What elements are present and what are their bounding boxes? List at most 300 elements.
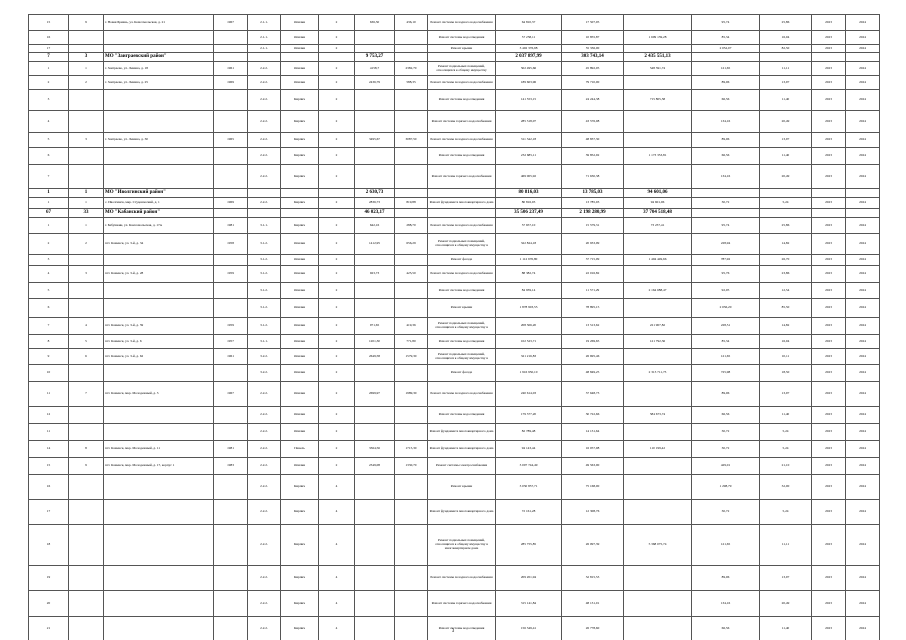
unit-cost-cell: 2 052,07 (692, 45, 760, 53)
wall-material-cell: Кирпич (281, 500, 319, 525)
living-area-cell (395, 407, 428, 424)
row-number-cell: 5 (29, 283, 69, 299)
year-built-cell: 1965 (214, 133, 248, 148)
year-built-cell (214, 209, 248, 218)
unit-design-cost-cell: 5,24 (760, 441, 812, 458)
unit-cost-cell: 95,74 (692, 218, 760, 234)
year-start-cell: 2023 (812, 148, 846, 165)
living-area-cell (395, 566, 428, 591)
row-number-cell: 12 (29, 407, 69, 424)
year-end-cell (846, 189, 880, 198)
year-built-cell: 1981 (214, 441, 248, 458)
house-total-cell: 548 391,74 (624, 62, 692, 76)
year-end-cell: 2024 (846, 500, 880, 525)
design-cost-cell: 12 308,76 (562, 500, 624, 525)
year-end-cell: 2024 (846, 525, 880, 566)
house-number-cell: 2 (69, 234, 104, 255)
section-code-cell: 2.2.2. (248, 424, 281, 441)
table-row (29, 165, 880, 189)
row-number-cell: 7 (29, 165, 69, 189)
house-total-cell: 1 494 449,66 (624, 255, 692, 266)
floors-cell: 4 (319, 500, 355, 525)
living-area-cell (395, 111, 428, 133)
house-number-cell: 1 (69, 198, 104, 209)
address-cell: МО "Иволгинский район" (104, 189, 214, 198)
section-code-cell: 2.1.1. (248, 15, 281, 31)
table-row (29, 349, 880, 365)
address-cell (104, 111, 214, 133)
wall-material-cell: Кирпич (281, 133, 319, 148)
unit-cost-cell (692, 209, 760, 218)
section-code-cell: 3.1.2. (248, 283, 281, 299)
design-cost-cell: 39 852,92 (562, 148, 624, 165)
table-row (29, 148, 880, 165)
design-cost-cell: 22 016,82 (562, 266, 624, 283)
work-type-cell: Ремонт системы холодного водоснабжения (428, 76, 496, 90)
floors-cell: 2 (319, 335, 355, 349)
living-area-cell (395, 424, 428, 441)
house-number-cell (69, 407, 104, 424)
work-type-cell: Ремонт системы холодного водоснабжения (428, 15, 496, 31)
row-number-cell: 18 (29, 525, 69, 566)
work-type-cell: Ремонт системы холодного водоснабжения (428, 133, 496, 148)
year-end-cell: 2024 (846, 148, 880, 165)
wall-material-cell: Опилки (281, 234, 319, 255)
year-end-cell: 2024 (846, 111, 880, 133)
work-type-cell: Ремонт системы водоотведения (428, 90, 496, 111)
house-number-cell (69, 31, 104, 45)
year-start-cell: 2023 (812, 133, 846, 148)
work-cost-cell: 3 402 376,98 (496, 45, 562, 53)
total-area-cell (355, 500, 395, 525)
year-built-cell (214, 475, 248, 500)
year-end-cell: 2024 (846, 266, 880, 283)
floors-cell: 2 (319, 76, 355, 90)
section-code-cell: 2.2.2. (248, 617, 281, 640)
house-total-cell: 73 237,41 (624, 218, 692, 234)
living-area-cell (395, 189, 428, 198)
living-area-cell (395, 591, 428, 617)
unit-design-cost-cell: 16,04 (760, 31, 812, 45)
address-cell (104, 566, 214, 591)
section-code-cell: 2.2.2. (248, 566, 281, 591)
year-start-cell: 2023 (812, 283, 846, 299)
work-type-cell: Ремонт крыши (428, 45, 496, 53)
year-start-cell: 2023 (812, 31, 846, 45)
work-cost-cell: 209 201,94 (496, 566, 562, 591)
wall-material-cell: Опилки (281, 365, 319, 382)
house-number-cell (69, 255, 104, 266)
wall-material-cell: Опилки (281, 335, 319, 349)
year-end-cell: 2024 (846, 165, 880, 189)
unit-design-cost-cell: 5,24 (760, 198, 812, 209)
unit-cost-cell: 30,72 (692, 198, 760, 209)
unit-cost-cell: 121,65 (692, 349, 760, 365)
row-number-cell: 6 (29, 148, 69, 165)
address-cell: г. Бабушкин, ул. Комсомольская, д. 17А (104, 218, 214, 234)
house-total-cell (624, 382, 692, 407)
section-code-cell: 3.1.2. (248, 318, 281, 335)
unit-cost-cell: 85,34 (692, 31, 760, 45)
year-built-cell: 1981 (214, 218, 248, 234)
table-row (29, 111, 880, 133)
total-area-cell (355, 475, 395, 500)
year-built-cell (214, 525, 248, 566)
total-area-cell (355, 45, 395, 53)
floors-cell: 2 (319, 148, 355, 165)
house-total-cell (624, 111, 692, 133)
table-row (29, 407, 880, 424)
unit-cost-cell: 725,98 (692, 365, 760, 382)
total-area-cell (355, 283, 395, 299)
address-cell (104, 31, 214, 45)
work-type-cell: Ремонт крыши (428, 475, 496, 500)
unit-cost-cell: 89,06 (692, 133, 760, 148)
work-cost-cell: 311 342,18 (496, 133, 562, 148)
floors-cell (319, 209, 355, 218)
table-row (29, 424, 880, 441)
total-area-cell (355, 407, 395, 424)
living-area-cell (395, 525, 428, 566)
year-end-cell: 2024 (846, 255, 880, 266)
design-cost-cell: 48 837,30 (562, 133, 624, 148)
work-type-cell: Ремонт фасада (428, 255, 496, 266)
house-number-cell (69, 148, 104, 165)
year-built-cell: 1969 (214, 76, 248, 90)
living-area-cell: 771,80 (395, 335, 428, 349)
year-end-cell: 2024 (846, 45, 880, 53)
design-cost-cell: 45 892,05 (562, 62, 624, 76)
year-end-cell: 2024 (846, 90, 880, 111)
unit-design-cost-cell: 11,40 (760, 90, 812, 111)
table-row (29, 335, 880, 349)
unit-design-cost-cell: 13,97 (760, 76, 812, 90)
floors-cell: 2 (319, 283, 355, 299)
work-cost-cell: 82 789,48 (496, 424, 562, 441)
year-start-cell: 2023 (812, 500, 846, 525)
row-number-cell: 7 (29, 318, 69, 335)
total-area-cell (355, 165, 395, 189)
table-row (29, 15, 880, 31)
year-end-cell: 2024 (846, 318, 880, 335)
house-number-cell: 3 (69, 53, 104, 62)
unit-cost-cell: 2 036,20 (692, 299, 760, 318)
year-end-cell: 2024 (846, 335, 880, 349)
unit-cost-cell: 89,06 (692, 382, 760, 407)
section-code-cell: 2.2.2. (248, 165, 281, 189)
address-cell (104, 45, 214, 53)
work-cost-cell: 469 005,92 (496, 165, 562, 189)
year-start-cell (812, 189, 846, 198)
row-number-cell: 1 (29, 62, 69, 76)
row-number-cell: 4 (29, 111, 69, 133)
year-built-cell (214, 500, 248, 525)
year-end-cell: 2024 (846, 299, 880, 318)
floors-cell: 2 (319, 45, 355, 53)
house-number-cell: 6 (69, 349, 104, 365)
unit-cost-cell: 121,65 (692, 62, 760, 76)
section-code-cell: 2.2.2. (248, 525, 281, 566)
year-end-cell: 2024 (846, 31, 880, 45)
total-area-cell: 3495,67 (355, 133, 395, 148)
table-row (29, 266, 880, 283)
living-area-cell (395, 209, 428, 218)
house-number-cell (69, 90, 104, 111)
wall-material-cell: Опилки (281, 349, 319, 365)
house-total-cell (624, 15, 692, 31)
wall-material-cell: Опилки (281, 15, 319, 31)
address-cell: МО "Заиграевский район" (104, 53, 214, 62)
living-area-cell (395, 255, 428, 266)
year-start-cell: 2023 (812, 441, 846, 458)
design-cost-cell: 13 785,03 (562, 189, 624, 198)
work-type-cell: Ремонт фундамента многоквартирного дома (428, 424, 496, 441)
total-area-cell (355, 525, 395, 566)
living-area-cell: 1715,30 (395, 441, 428, 458)
unit-design-cost-cell: 11,11 (760, 525, 812, 566)
wall-material-cell (281, 189, 319, 198)
house-number-cell: 2 (69, 76, 104, 90)
house-number-cell (69, 591, 104, 617)
total-area-cell: 2649,58 (355, 349, 395, 365)
year-start-cell: 2023 (812, 299, 846, 318)
wall-material-cell: Опилки (281, 45, 319, 53)
work-type-cell: Ремонт подвальных помещений, относящихся к общему имуществу в (428, 318, 496, 335)
section-code-cell: 3.1.2. (248, 234, 281, 255)
design-cost-cell: 48 131,01 (562, 591, 624, 617)
house-total-cell: 37 704 518,48 (624, 209, 692, 218)
year-built-cell (214, 365, 248, 382)
floors-cell: 2 (319, 458, 355, 475)
unit-design-cost-cell: 20,49 (760, 591, 812, 617)
floors-cell: 4 (319, 475, 355, 500)
address-cell (104, 525, 214, 566)
living-area-cell: 288,70 (395, 218, 428, 234)
house-total-cell (624, 133, 692, 148)
address-cell: г. Заиграево, ул. Ленина, д. 25 (104, 76, 214, 90)
house-number-cell: 3 (69, 133, 104, 148)
table-row (29, 198, 880, 209)
house-total-cell: 2 435 551,13 (624, 53, 692, 62)
work-cost-cell: 84 939,14 (496, 283, 562, 299)
floors-cell: 2 (319, 318, 355, 335)
total-area-cell: 2699,97 (355, 382, 395, 407)
total-area-cell (355, 31, 395, 45)
living-area-cell: 588,35 (395, 76, 428, 90)
year-start-cell: 2023 (812, 424, 846, 441)
work-cost-cell: 315 141,84 (496, 591, 562, 617)
house-total-cell (624, 591, 692, 617)
year-end-cell: 2024 (846, 349, 880, 365)
design-cost-cell: 20 933,99 (562, 234, 624, 255)
row-number-cell: 21 (29, 617, 69, 640)
work-cost-cell: 94 143,44 (496, 441, 562, 458)
total-area-cell (355, 566, 395, 591)
design-cost-cell: 78 895,15 (562, 299, 624, 318)
year-built-cell (214, 591, 248, 617)
year-start-cell: 2023 (812, 62, 846, 76)
year-built-cell: 1983 (214, 458, 248, 475)
address-cell: пгт. Каменск, мкр. Молодежный, д. 3 (104, 382, 214, 407)
year-end-cell: 2024 (846, 382, 880, 407)
wall-material-cell: Опилки (281, 255, 319, 266)
house-total-cell: 2 164 688,47 (624, 283, 692, 299)
living-area-cell: 819,88 (395, 198, 428, 209)
table-row (29, 76, 880, 90)
address-cell: г. Заиграево, ул. Ленина, д. 30 (104, 133, 214, 148)
house-number-cell: 9 (69, 458, 104, 475)
address-cell (104, 165, 214, 189)
house-number-cell (69, 111, 104, 133)
unit-design-cost-cell: 14,82 (760, 318, 812, 335)
work-type-cell: Ремонт подвальных помещений, относящихся к общему имуществу в многоквартирном доме (428, 525, 496, 566)
design-cost-cell: 16 057,98 (562, 441, 624, 458)
address-cell (104, 500, 214, 525)
year-built-cell: 1959 (214, 318, 248, 335)
unit-design-cost-cell: 13,97 (760, 133, 812, 148)
design-cost-cell: 32 815,53 (562, 566, 624, 591)
row-number-cell: 16 (29, 475, 69, 500)
living-area-cell (395, 31, 428, 45)
house-number-cell (69, 45, 104, 53)
total-area-cell: 923,73 (355, 266, 395, 283)
year-built-cell (214, 45, 248, 53)
living-area-cell (395, 165, 428, 189)
unit-design-cost-cell: 13,97 (760, 382, 812, 407)
unit-cost-cell: 30,72 (692, 424, 760, 441)
unit-cost-cell: 85,34 (692, 335, 760, 349)
address-cell (104, 148, 214, 165)
year-start-cell: 2023 (812, 349, 846, 365)
floors-cell: 2 (319, 218, 355, 234)
year-built-cell (214, 111, 248, 133)
total-area-cell (355, 591, 395, 617)
district-subtotal-row (29, 209, 880, 218)
house-total-cell: 1 609 139,28 (624, 31, 692, 45)
unit-design-cost-cell: 5,24 (760, 424, 812, 441)
floors-cell: 2 (319, 15, 355, 31)
table-row (29, 299, 880, 318)
work-type-cell: Ремонт системы водоотведения (428, 617, 496, 640)
floors-cell: 2 (319, 31, 355, 45)
total-area-cell: 46 023,17 (355, 209, 395, 218)
section-code-cell: 2.2.2. (248, 475, 281, 500)
unit-design-cost-cell: 23,86 (760, 266, 812, 283)
wall-material-cell: Опилки (281, 283, 319, 299)
unit-design-cost-cell: 25,86 (760, 218, 812, 234)
table-row (29, 133, 880, 148)
work-type-cell: Ремонт системы водоотведения (428, 31, 496, 45)
row-number-cell: 6 (29, 299, 69, 318)
total-area-cell (355, 148, 395, 165)
total-area-cell (355, 299, 395, 318)
row-number-cell: 16 (29, 31, 69, 45)
house-total-cell (624, 500, 692, 525)
work-type-cell: Ремонт крыши (428, 299, 496, 318)
total-area-cell: 642,16 (355, 218, 395, 234)
section-code-cell: 2.2.2. (248, 441, 281, 458)
section-code-cell: 2.2.2. (248, 90, 281, 111)
living-area-cell (395, 148, 428, 165)
total-area-cell (355, 255, 395, 266)
year-end-cell (846, 209, 880, 218)
section-code-cell: 3.1.2. (248, 266, 281, 283)
house-total-cell (624, 266, 692, 283)
design-cost-cell: 303 743,14 (562, 53, 624, 62)
row-number-cell: 5 (29, 133, 69, 148)
row-number-cell: 3 (29, 90, 69, 111)
row-number-cell: 17 (29, 45, 69, 53)
address-cell (104, 90, 214, 111)
work-cost-cell: 35 506 237,49 (496, 209, 562, 218)
total-area-cell: 3364,56 (355, 441, 395, 458)
work-type-cell: Ремонт системы водоотведения (428, 407, 496, 424)
floors-cell: 4 (319, 525, 355, 566)
table-row (29, 566, 880, 591)
house-number-cell: 9 (69, 15, 104, 31)
address-cell (104, 365, 214, 382)
house-number-cell: 1 (69, 62, 104, 76)
year-built-cell (214, 90, 248, 111)
house-number-cell: 5 (69, 335, 104, 349)
house-total-cell (624, 76, 692, 90)
row-number-cell: 14 (29, 441, 69, 458)
wall-material-cell: Кирпич (281, 525, 319, 566)
house-number-cell (69, 165, 104, 189)
floors-cell: 2 (319, 407, 355, 424)
year-built-cell: 1967 (214, 382, 248, 407)
house-number-cell: 4 (69, 318, 104, 335)
year-start-cell: 2023 (812, 45, 846, 53)
year-start-cell: 2023 (812, 365, 846, 382)
table-row (29, 475, 880, 500)
table-row (29, 318, 880, 335)
row-number-cell: 15 (29, 15, 69, 31)
address-cell: пгт. Каменск, ул. 3-й, д. 62 (104, 349, 214, 365)
unit-cost-cell (692, 189, 760, 198)
year-built-cell (214, 53, 248, 62)
year-start-cell: 2023 (812, 458, 846, 475)
row-number-cell: 1 (29, 218, 69, 234)
row-number-cell: 17 (29, 500, 69, 525)
work-type-cell (428, 209, 496, 218)
page-number: 3 (451, 629, 455, 634)
unit-design-cost-cell: 11,40 (760, 407, 812, 424)
house-total-cell: 2 313 711,73 (624, 365, 692, 382)
work-type-cell: Ремонт фасада (428, 365, 496, 382)
year-built-cell: 1961 (214, 62, 248, 76)
design-cost-cell: 26 695,46 (562, 349, 624, 365)
wall-material-cell: Кирпич (281, 148, 319, 165)
house-total-cell: 94 601,06 (624, 198, 692, 209)
table-row (29, 62, 880, 76)
floors-cell: 2 (319, 165, 355, 189)
district-subtotal-row (29, 53, 880, 62)
unit-cost-cell: 134,16 (692, 165, 760, 189)
unit-cost-cell (692, 53, 760, 62)
house-total-cell: 121 792,36 (624, 335, 692, 349)
work-cost-cell: 1 112 976,80 (496, 255, 562, 266)
design-cost-cell: 26 097,39 (562, 525, 624, 566)
row-number-cell: 19 (29, 566, 69, 591)
total-area-cell: 1412,95 (355, 234, 395, 255)
living-area-cell: 419,36 (395, 318, 428, 335)
wall-material-cell (281, 209, 319, 218)
section-code-cell: 2.2.2. (248, 198, 281, 209)
floors-cell: 2 (319, 133, 355, 148)
living-area-cell (395, 53, 428, 62)
year-start-cell: 2023 (812, 76, 846, 90)
